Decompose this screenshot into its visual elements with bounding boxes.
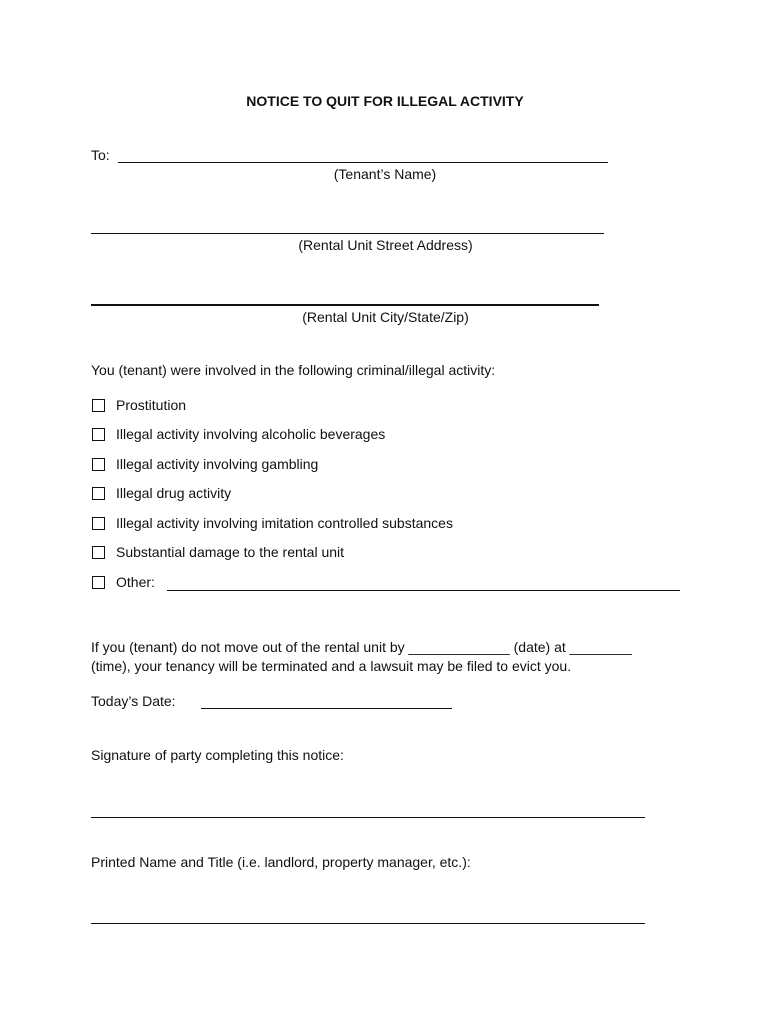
signature-label: Signature of party completing this notice:	[91, 747, 344, 763]
document-title: NOTICE TO QUIT FOR ILLEGAL ACTIVITY	[246, 93, 524, 109]
move-out-line-2: (time), your tenancy will be terminated and a lawsuit may be filed to evict you.	[91, 658, 572, 674]
checkbox-prostitution[interactable]	[92, 399, 105, 412]
tenant-name-caption: (Tenant’s Name)	[333, 166, 437, 182]
activity-label: Other:	[116, 574, 155, 590]
city-state-zip-line[interactable]	[91, 304, 599, 306]
checkbox-drug-activity[interactable]	[92, 487, 105, 500]
checkbox-alcoholic-beverages[interactable]	[92, 428, 105, 441]
activity-label: Illegal activity involving alcoholic beverages	[116, 426, 386, 442]
checkbox-rental-damage[interactable]	[92, 546, 105, 559]
city-state-zip-caption: (Rental Unit City/State/Zip)	[302, 309, 469, 325]
signature-line[interactable]	[91, 817, 645, 818]
printed-name-line[interactable]	[91, 923, 645, 924]
activity-intro: You (tenant) were involved in the following criminal/illegal activity:	[91, 362, 496, 378]
activity-label: Illegal activity involving imitation controlled substances	[116, 515, 453, 531]
checkbox-imitation-substances[interactable]	[92, 517, 105, 530]
other-activity-line[interactable]	[167, 590, 680, 591]
checkbox-other[interactable]	[92, 576, 105, 589]
street-address-line[interactable]	[91, 233, 604, 234]
activity-label: Substantial damage to the rental unit	[116, 544, 345, 560]
tenant-name-line[interactable]	[118, 162, 608, 163]
checkbox-gambling[interactable]	[92, 458, 105, 471]
to-label: To:	[91, 147, 110, 163]
todays-date-line[interactable]	[201, 708, 452, 709]
move-out-line-1: If you (tenant) do not move out of the rental unit by _____________ (date) at ________	[91, 639, 632, 655]
street-address-caption: (Rental Unit Street Address)	[298, 237, 473, 253]
todays-date-label: Today’s Date:	[91, 693, 176, 709]
printed-name-label: Printed Name and Title (i.e. landlord, property manager, etc.):	[91, 854, 471, 870]
activity-label: Illegal activity involving gambling	[116, 456, 319, 472]
activity-label: Prostitution	[116, 397, 187, 413]
activity-label: Illegal drug activity	[116, 485, 232, 501]
